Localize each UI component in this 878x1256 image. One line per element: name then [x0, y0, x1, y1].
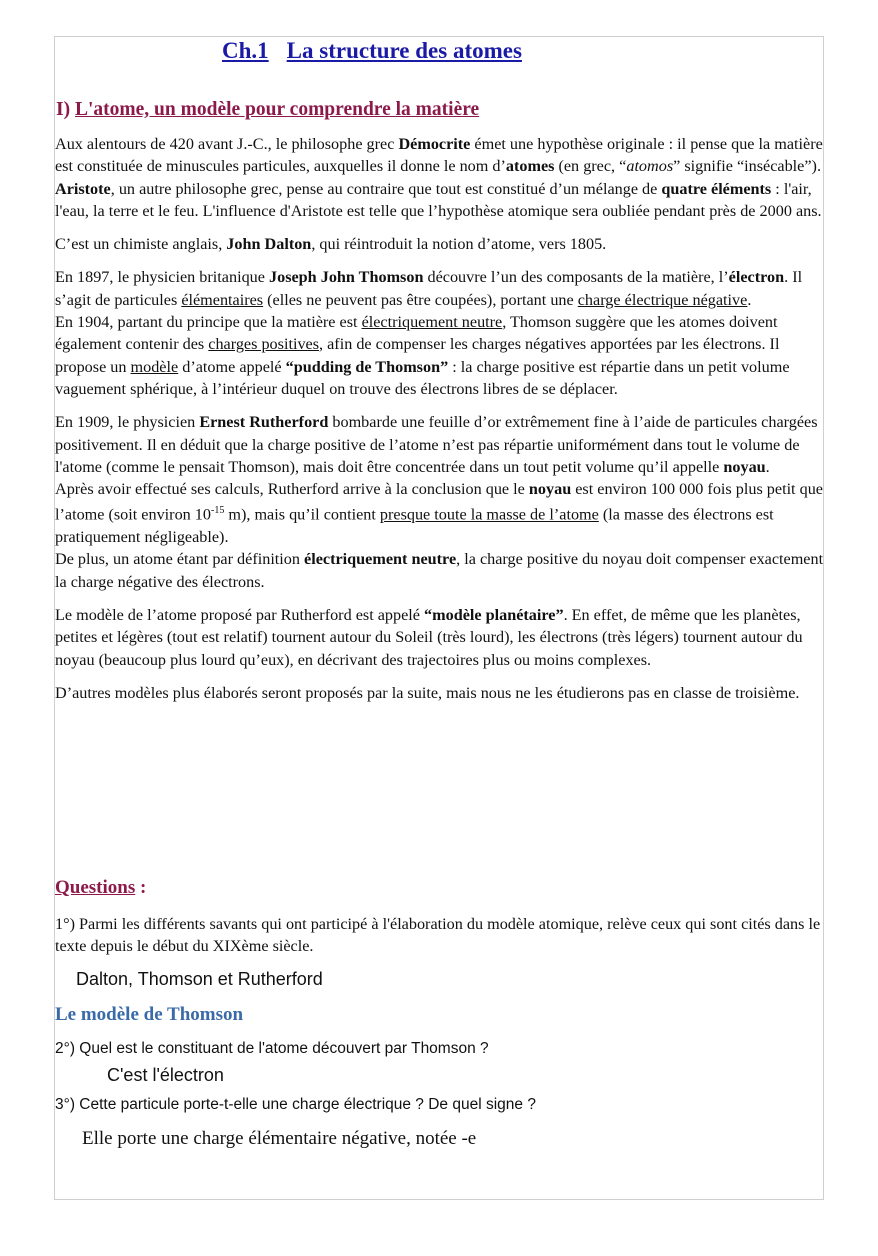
paragraph-thomson-model: En 1904, partant du principe que la matière est électriquement neutre, Thomson suggère que les atomes doivent également contenir des charges positives, afin de compenser les charges négatives apportées par les électrons. Il propose un modèle d’atome appelé “pudding de Thomson” : la charge positive est répartie dans un petit volume vaguement sphérique, à l’intérieur duquel on trouve des électrons libres de se déplacer.: [55, 313, 790, 398]
paragraph-dalton: C’est un chimiste anglais, John Dalton, qui réintroduit la notion d’atome, vers 1805.: [55, 235, 607, 254]
paragraph-democritus: Aux alentours de 420 avant J.-C., le philosophe grec Démocrite émet une hypothèse originale : il pense que la matière est constituée de minuscules particules, auxquelles il donne le nom d’atomes (en grec, “atomos” signifie “insécable”). Aristote, un autre philosophe grec, pense au contraire que tout est constitué d’un mélange de quatre éléments : l'air, l'eau, la terre et le feu. L'influence d'Aristote est telle que l’hypothèse atomique sera oubliée pendant près de 2000 ans.: [55, 135, 823, 220]
answer-2: C'est l'électron: [107, 1065, 224, 1085]
questions-heading: Questions :: [55, 877, 147, 898]
section-title: L'atome, un modèle pour comprendre la matière: [74, 99, 480, 120]
answer-3: Elle porte une charge élémentaire négative, notée -e: [82, 1128, 477, 1149]
chapter-number: Ch.1: [222, 38, 269, 63]
section-heading: [56, 99, 479, 121]
thomson-subheading: Le modèle de Thomson: [55, 1004, 244, 1025]
page-title: [222, 38, 522, 64]
chapter-title: La structure des atomes: [286, 38, 522, 63]
main-text: [55, 133, 825, 715]
question-3: 3°) Cette particule porte-t-elle une charge électrique ? De quel signe ?: [55, 1096, 536, 1113]
paragraph-other-models: D’autres modèles plus élaborés seront proposés par la suite, mais nous ne les étudierons pas en classe de troisième.: [55, 683, 800, 702]
question-2: 2°) Quel est le constituant de l'atome découvert par Thomson ?: [55, 1040, 489, 1057]
paragraph-neutrality: De plus, un atome étant par définition électriquement neutre, la charge positive du noyau doit compenser exactement la charge négative des électrons.: [55, 550, 824, 591]
question-1: 1°) Parmi les différents savants qui ont participé à l'élaboration du modèle atomique, relève ceux qui sont cités dans le texte depuis le début du XIXème siècle.: [55, 915, 821, 956]
paragraph-thomson-electron: En 1897, le physicien britanique Joseph John Thomson découvre l’un des composants de la matière, l’électron. Il s’agit de particules élémentaires (elles ne peuvent pas être coupées), portant une charge électrique négative.: [55, 268, 803, 309]
paragraph-rutherford-nucleus: Après avoir effectué ses calculs, Rutherford arrive à la conclusion que le noyau est environ 100 000 fois plus petit que l’atome (soit environ $10^{-15}$ m), mais qu’il contient presque toute la masse de l’atome (la masse des électrons est pratiquement négligeable).: [55, 480, 823, 547]
paragraph-rutherford-experiment: En 1909, le physicien Ernest Rutherford bombarde une feuille d’or extrêmement fine à l’aide de particules chargées positivement. Il en déduit que la charge positive de l’atome n’est pas répartie uniformément dans tout le volume de l'atome (comme le pensait Thomson), mais doit être concentrée dans un tout petit volume qu’il appelle noyau.: [55, 413, 818, 476]
section-number: I): [56, 99, 71, 120]
answer-1: Dalton, Thomson et Rutherford: [76, 969, 323, 989]
paragraph-planetary-model: Le modèle de l’atome proposé par Rutherford est appelé “modèle planétaire”. En effet, de même que les planètes, petites et légères (tout est relatif) tournent autour du Soleil (très lourd), les électrons (très légers) tournent autour du noyau (beaucoup plus lourd qu’eux), en décrivant des trajectoires plus ou moins complexes.: [55, 606, 803, 669]
